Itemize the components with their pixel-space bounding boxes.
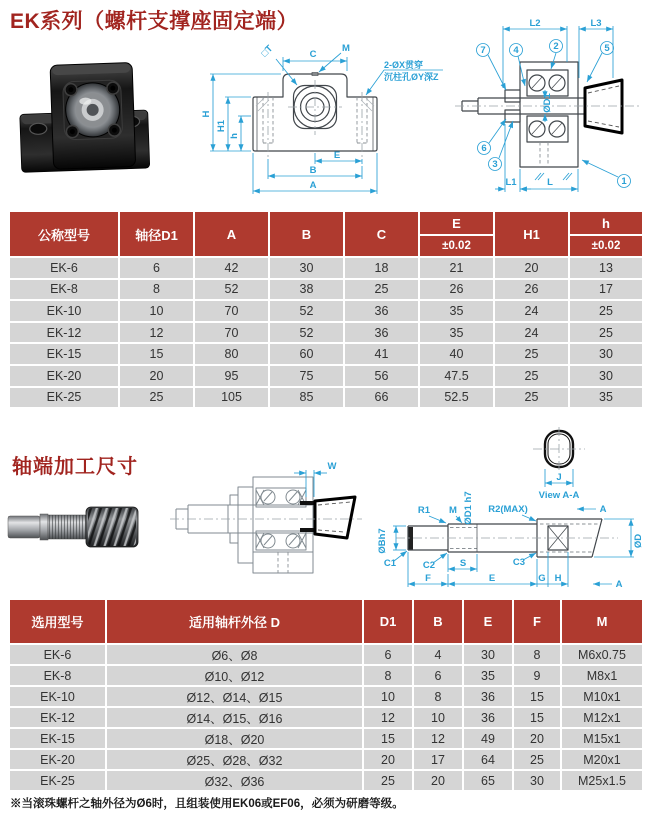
table-cell: 6 <box>413 665 463 686</box>
product-photo-screw-shaft <box>8 507 138 547</box>
table-cell: 8 <box>363 665 413 686</box>
balloon-1: 1 <box>621 176 627 187</box>
table-cell: M20x1 <box>561 749 643 770</box>
balloon-2: 2 <box>553 41 559 52</box>
table-row <box>9 707 643 728</box>
table-cell: 30 <box>513 770 561 791</box>
dim-label-a: A <box>309 180 317 191</box>
table-cell: 30 <box>569 365 643 387</box>
table-cell: EK-8 <box>9 665 106 686</box>
dim-label-d1h7: ØD1 h7 <box>463 491 474 525</box>
view-aa-label: View A-A <box>538 490 580 501</box>
view-aa-drawing <box>533 427 585 501</box>
table-cell: 25 <box>569 300 643 322</box>
table-cell: 25 <box>494 387 569 409</box>
col-header-f-2: F <box>513 599 561 644</box>
table-row <box>9 665 643 686</box>
table-cell: Ø18、Ø20 <box>106 728 363 749</box>
col-subheader-h-tolerance: ±0.02 <box>569 235 643 257</box>
table-cell: M6x0.75 <box>561 644 643 665</box>
table-cell: 25 <box>494 343 569 365</box>
table-cell: 10 <box>413 707 463 728</box>
table-cell: 6 <box>119 257 194 279</box>
table-cell: 105 <box>194 387 269 409</box>
table-cell: Ø12、Ø14、Ø15 <box>106 686 363 707</box>
col-header-d1: 轴径D1 <box>119 211 194 257</box>
table-row <box>9 387 643 409</box>
table-cell: 75 <box>269 365 344 387</box>
table-cell: Ø14、Ø15、Ø16 <box>106 707 363 728</box>
col-header-h1: H1 <box>494 211 569 257</box>
table-cell: EK-12 <box>9 322 119 344</box>
table-row <box>9 300 643 322</box>
table-cell: EK-25 <box>9 387 119 409</box>
table-cell: 12 <box>119 322 194 344</box>
table-cell: 41 <box>344 343 419 365</box>
table-cell: 70 <box>194 300 269 322</box>
col-header-shaft-od: 适用轴杆外径 D <box>106 599 363 644</box>
dim-label-r1: R1 <box>417 505 431 516</box>
table-cell: 15 <box>513 686 561 707</box>
dim-label-l: L <box>547 177 553 188</box>
table-cell: 52 <box>269 322 344 344</box>
table-cell: 66 <box>344 387 419 409</box>
table-cell: 15 <box>119 343 194 365</box>
col-header-d1-2: D1 <box>363 599 413 644</box>
dim-label-s: S <box>459 558 467 569</box>
col-subheader-e-tolerance: ±0.02 <box>419 235 494 257</box>
table-cell: 52 <box>194 279 269 301</box>
table-cell: 13 <box>569 257 643 279</box>
table-cell: EK-25 <box>9 770 106 791</box>
table-row <box>9 257 643 279</box>
col-header-select-model: 选用型号 <box>9 599 106 644</box>
table-cell: 40 <box>419 343 494 365</box>
table-cell: 25 <box>119 387 194 409</box>
table-cell: 30 <box>269 257 344 279</box>
table-cell: 70 <box>194 322 269 344</box>
table-cell: 49 <box>463 728 513 749</box>
table-cell: Ø6、Ø8 <box>106 644 363 665</box>
table-cell: EK-20 <box>9 365 119 387</box>
table-row <box>9 322 643 344</box>
table-cell: 35 <box>463 665 513 686</box>
table-row <box>9 770 643 791</box>
table-cell: 12 <box>413 728 463 749</box>
dim-label-l1: L1 <box>505 177 517 188</box>
table-cell: 20 <box>363 749 413 770</box>
section-arrow-a-bottom: A <box>615 579 623 590</box>
dim-label-h-total: H <box>201 110 212 118</box>
table-cell: 17 <box>569 279 643 301</box>
col-header-m-2: M <box>561 599 643 644</box>
table-cell: 21 <box>419 257 494 279</box>
dim-label-l3: L3 <box>590 18 602 29</box>
table-cell: 17 <box>413 749 463 770</box>
table-cell: M10x1 <box>561 686 643 707</box>
dim-label-l2: L2 <box>529 18 541 29</box>
hole-note-line1: 2-ØX贯穿 <box>384 60 424 70</box>
front-view-drawing <box>201 43 443 194</box>
table-cell: 4 <box>413 644 463 665</box>
table-cell: 25 <box>513 749 561 770</box>
dim-label-h-small: h <box>229 133 240 139</box>
screw-shaft-section <box>585 80 622 133</box>
product-photo-ek-block <box>18 62 150 172</box>
table-cell: M12x1 <box>561 707 643 728</box>
balloon-3: 3 <box>492 159 498 170</box>
table-cell: 47.5 <box>419 365 494 387</box>
table-cell: 8 <box>119 279 194 301</box>
dim-label-e: E <box>333 150 341 161</box>
table-cell: EK-6 <box>9 644 106 665</box>
hole-note-line2: 沉柱孔ØY深Z <box>384 72 439 82</box>
footnote: ※当滚珠螺杆之轴外径为Ø6时，且组装使用EK06或EF06，必须为研磨等级。 <box>10 798 404 810</box>
table-cell: 30 <box>569 343 643 365</box>
table-cell: EK-10 <box>9 686 106 707</box>
table-cell: 60 <box>269 343 344 365</box>
balloon-5: 5 <box>604 43 610 54</box>
table-cell: 35 <box>569 387 643 409</box>
table-cell: 35 <box>419 322 494 344</box>
dim-label-g: G <box>538 573 546 584</box>
col-header-e-2: E <box>463 599 513 644</box>
dimensions-table <box>8 210 644 409</box>
table-cell: 12 <box>363 707 413 728</box>
table-cell: 26 <box>494 279 569 301</box>
shaft-machining-drawing <box>377 491 644 590</box>
table-cell: 9 <box>513 665 561 686</box>
table-cell: 36 <box>463 686 513 707</box>
table-cell: 64 <box>463 749 513 770</box>
table-cell: 56 <box>344 365 419 387</box>
dim-label-t: □T <box>259 43 276 60</box>
table-cell: 15 <box>363 728 413 749</box>
table-row <box>9 686 643 707</box>
table-cell: 10 <box>119 300 194 322</box>
table-cell: 24 <box>494 300 569 322</box>
table-cell: 52.5 <box>419 387 494 409</box>
table-cell: 36 <box>344 322 419 344</box>
dim-label-w: W <box>327 461 337 472</box>
table-cell: 8 <box>413 686 463 707</box>
dim-label-bh7: ØBh7 <box>377 528 388 554</box>
table-cell: 8 <box>513 644 561 665</box>
table-cell: 95 <box>194 365 269 387</box>
table-cell: 20 <box>494 257 569 279</box>
table-cell: EK-15 <box>9 343 119 365</box>
col-header-e: E <box>419 211 494 235</box>
dim-label-c: C <box>309 49 317 60</box>
table-cell: EK-8 <box>9 279 119 301</box>
table-row <box>9 728 643 749</box>
table-cell: 65 <box>463 770 513 791</box>
table-cell: 18 <box>344 257 419 279</box>
table-cell: 52 <box>269 300 344 322</box>
table-cell: 85 <box>269 387 344 409</box>
table-row <box>9 343 643 365</box>
table-cell: EK-15 <box>9 728 106 749</box>
table-cell: Ø25、Ø28、Ø32 <box>106 749 363 770</box>
table-cell: 10 <box>363 686 413 707</box>
dim-label-d1: ØD1 <box>542 93 553 113</box>
table-cell: 35 <box>419 300 494 322</box>
table-cell: EK-12 <box>9 707 106 728</box>
col-header-b: B <box>269 211 344 257</box>
dim-label-b: B <box>309 165 317 176</box>
dim-label-j: J <box>556 472 562 483</box>
table-cell: Ø32、Ø36 <box>106 770 363 791</box>
table-cell: EK-10 <box>9 300 119 322</box>
table-row <box>9 279 643 301</box>
table-cell: Ø10、Ø12 <box>106 665 363 686</box>
dim-label-f: F <box>425 573 431 584</box>
table-cell: 38 <box>269 279 344 301</box>
dim-label-m: M <box>342 43 350 54</box>
page-title: EK系列（螺杆支撑座固定端） <box>10 10 299 33</box>
table-cell: 20 <box>119 365 194 387</box>
dim-label-h2: H <box>554 573 562 584</box>
col-header-h: h <box>569 211 643 235</box>
dim-label-c3: C3 <box>512 557 526 568</box>
table-cell: 80 <box>194 343 269 365</box>
table-cell: 24 <box>494 322 569 344</box>
selection-table <box>8 598 644 792</box>
table-row <box>9 365 643 387</box>
table-cell: 30 <box>463 644 513 665</box>
col-header-c: C <box>344 211 419 257</box>
table-cell: 20 <box>413 770 463 791</box>
balloon-6: 6 <box>481 143 487 154</box>
section-title: 轴端加工尺寸 <box>12 456 138 478</box>
table-cell: M15x1 <box>561 728 643 749</box>
shaft-end-section-drawing <box>170 461 362 573</box>
side-view-drawing <box>455 18 640 192</box>
table-cell: EK-6 <box>9 257 119 279</box>
table-cell: 42 <box>194 257 269 279</box>
balloon-4: 4 <box>513 45 519 56</box>
dim-label-c1: C1 <box>383 558 397 569</box>
table-cell: 36 <box>463 707 513 728</box>
table-row <box>9 749 643 770</box>
table-cell: 26 <box>419 279 494 301</box>
table-cell: 25 <box>569 322 643 344</box>
dimensions-table-body <box>9 257 643 408</box>
table-cell: M8x1 <box>561 665 643 686</box>
table-row <box>9 644 643 665</box>
dim-label-m2: M <box>449 505 457 516</box>
dim-label-e2: E <box>488 573 496 584</box>
table-cell: 20 <box>513 728 561 749</box>
dim-label-h1: H1 <box>216 119 227 133</box>
col-header-model: 公称型号 <box>9 211 119 257</box>
dim-label-c2: C2 <box>422 560 436 571</box>
balloon-7: 7 <box>480 45 486 56</box>
dim-label-r2: R2(MAX) <box>488 504 528 515</box>
table-cell: 15 <box>513 707 561 728</box>
selection-table-body <box>9 644 643 791</box>
table-cell: 6 <box>363 644 413 665</box>
table-cell: 25 <box>344 279 419 301</box>
parallel-marks <box>535 173 572 180</box>
section-arrow-a-top: A <box>599 504 607 515</box>
table-cell: 25 <box>363 770 413 791</box>
col-header-b-2: B <box>413 599 463 644</box>
table-cell: 25 <box>494 365 569 387</box>
table-cell: M25x1.5 <box>561 770 643 791</box>
table-cell: EK-20 <box>9 749 106 770</box>
table-cell: 36 <box>344 300 419 322</box>
col-header-a: A <box>194 211 269 257</box>
dim-label-d: ØD <box>633 533 644 549</box>
